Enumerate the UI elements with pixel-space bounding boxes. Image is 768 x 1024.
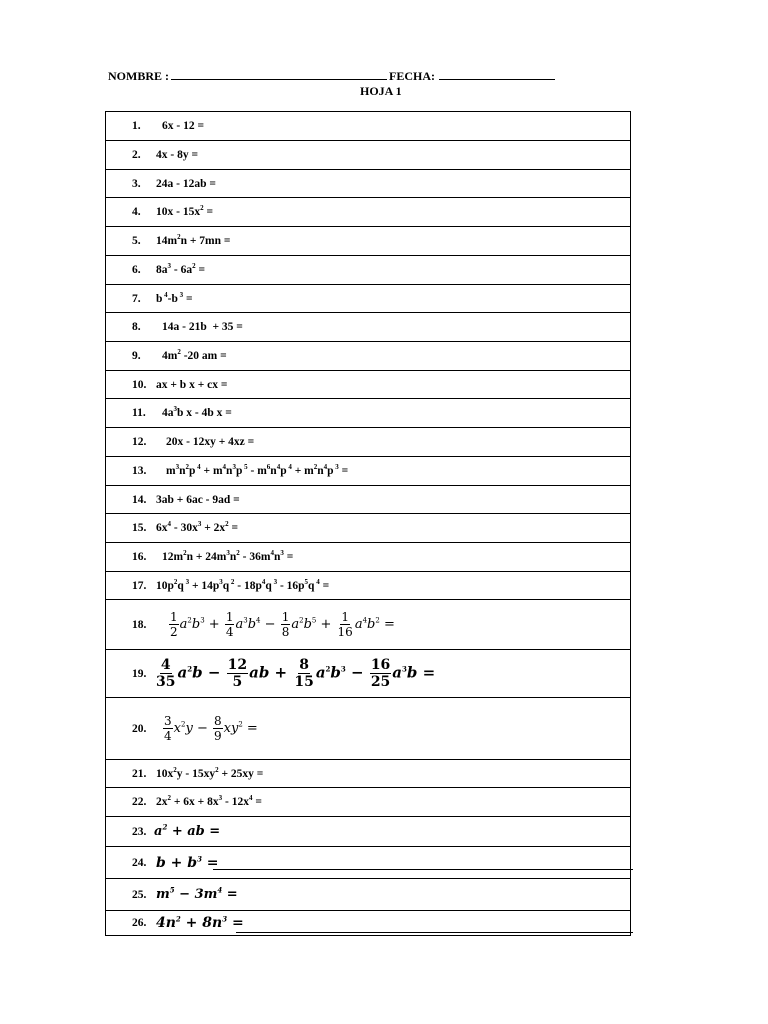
exercise-expression: $12m^2n + 24m^3n^2 - 36m^4n^3$ = (162, 549, 294, 563)
exercise-expression: 4x - 8y = (156, 149, 199, 161)
exercise-number: 20. (132, 722, 147, 735)
exercise-expression: $\frac{3}{4}$ $x^2y$ − $\frac{8}{9}$ $xy^2$ = (164, 714, 258, 743)
exercise-number: 21. (132, 767, 147, 780)
exercise-row (106, 788, 630, 817)
exercise-expression: $m^3n^2p$ $^4 + m^4n^3p$ $^5 - m^6n^4p$ $^4 + m^2n^4p$ $^3$ = (166, 463, 349, 477)
exercise-expression: 6x - 12 = (162, 120, 205, 132)
exercise-expression: $10p^2q$ $^3 + 14p^3q$ $^2 - 18p^4q$ $^3 - 16p^5q$ $^4$ = (156, 577, 330, 592)
exercise-number: 19. (132, 667, 147, 680)
sheet-title: HOJA 1 (360, 84, 402, 98)
exercise-expression: ax + b x + cx = (156, 378, 228, 391)
exercise-row (106, 285, 630, 313)
exercise-row (106, 371, 630, 399)
exercise-number: 3. (132, 177, 141, 190)
exercise-expression: $4a^3b$ x - 4b x = (162, 405, 232, 419)
exercise-number: 18. (132, 618, 147, 631)
exercise-expression: 20x - 12xy + 4xz = (166, 436, 255, 448)
exercise-row (106, 847, 630, 879)
exercise-row (106, 313, 630, 342)
exercise-expression: $10x - 15x^2$ = (156, 204, 214, 218)
name-blank[interactable] (171, 68, 387, 80)
exercise-number: 13. (132, 465, 147, 477)
exercise-expression: $14m^2n + 7mn$ = (156, 233, 231, 247)
exercise-expression: $8a^3 - 6a^2$ = (156, 262, 206, 276)
exercise-row (106, 543, 630, 572)
exercise-row (106, 817, 630, 847)
exercise-number: 26. (132, 917, 147, 929)
exercise-expression: $4m^2$ -20 am = (162, 348, 227, 362)
exercise-row (106, 572, 630, 600)
exercise-number: 2. (132, 149, 141, 161)
exercise-row (106, 760, 630, 788)
exercise-expression: $m^5 - 3m^4$ = (156, 885, 238, 902)
exercise-number: 22. (132, 796, 147, 808)
exercise-table (105, 111, 631, 936)
exercise-row (106, 428, 630, 457)
exercise-row (106, 911, 630, 935)
exercise-expression: 3ab + 6ac - 9ad = (156, 493, 240, 506)
exercise-row (106, 399, 630, 428)
exercise-expression: b $^4$-b $^3$ = (156, 290, 193, 305)
exercise-expression: 14a - 21b + 35 = (162, 321, 243, 333)
exercise-number: 23. (132, 825, 147, 838)
exercise-row (106, 600, 630, 650)
exercise-number: 25. (132, 888, 147, 901)
exercise-expression: $4n^2 + 8n^3$ = (156, 914, 244, 931)
exercise-number: 9. (132, 350, 141, 362)
exercise-number: 14. (132, 493, 147, 506)
exercise-number: 6. (132, 264, 141, 276)
date-blank[interactable] (439, 68, 555, 80)
exercise-number: 7. (132, 292, 141, 305)
date-label: FECHA: (389, 69, 435, 83)
exercise-expression: $\frac{1}{2}$ $a^2b^3$ + $\frac{1}{4}$ $a^3b^4$ − $\frac{1}{8}$ $a^2b^5$ + $\frac{1}{16}$ $a^4b^2$ = (170, 610, 395, 639)
exercise-row (106, 256, 630, 285)
exercise-expression: 24a - 12ab = (156, 177, 216, 190)
exercise-number: 10. (132, 378, 147, 391)
exercise-expression: $6x^4 - 30x^3 + 2x^2$ = (156, 520, 239, 534)
exercise-row (106, 698, 630, 760)
exercise-number: 12. (132, 436, 147, 448)
exercise-expression: $b + b^3$ = (156, 853, 219, 871)
exercise-row (106, 486, 630, 514)
exercise-number: 11. (132, 407, 146, 419)
exercise-row (106, 342, 630, 371)
exercise-number: 17. (132, 579, 147, 592)
exercise-number: 16. (132, 551, 147, 563)
worksheet-header (108, 68, 578, 84)
exercise-expression: $a^2$ + ab = (154, 822, 221, 839)
name-label: NOMBRE : (108, 69, 169, 83)
exercise-row (106, 141, 630, 170)
exercise-number: 15. (132, 522, 147, 534)
exercise-row (106, 170, 630, 198)
exercise-row (106, 112, 630, 141)
exercise-number: 8. (132, 321, 141, 333)
exercise-expression: $10x^2y - 15xy^2 + 25xy$ = (156, 765, 264, 780)
exercise-number: 1. (132, 120, 141, 132)
answer-line[interactable] (213, 869, 633, 870)
exercise-row (106, 457, 630, 486)
exercise-row (106, 514, 630, 543)
exercise-row (106, 879, 630, 911)
exercise-number: 4. (132, 206, 141, 218)
exercise-row (106, 198, 630, 227)
answer-line[interactable] (236, 932, 633, 933)
exercise-number: 24. (132, 856, 147, 869)
exercise-row (106, 650, 630, 698)
exercise-expression: $2x^2 + 6x + 8x^3 - 12x^4$ = (156, 794, 262, 808)
exercise-row (106, 227, 630, 256)
exercise-expression: $\frac{4}{35}$ $a^2b$ − $\frac{12}{5}$ ab + $\frac{8}{15}$ $a^2b^3$ − $\frac{16}{25}$ $a^3b$ = (156, 657, 436, 690)
exercise-number: 5. (132, 235, 141, 247)
